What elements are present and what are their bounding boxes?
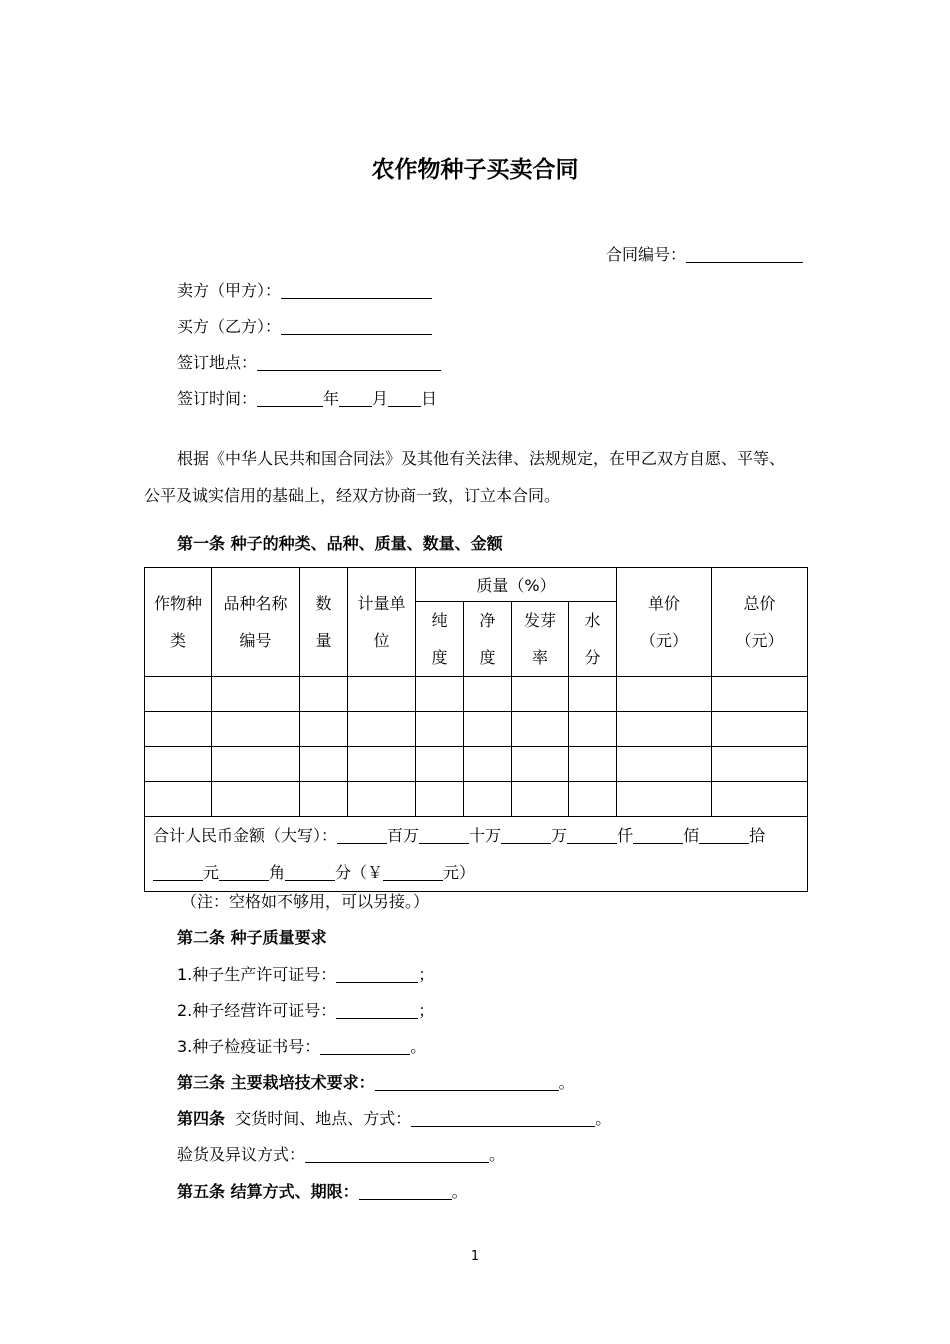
day-blank[interactable] [388, 390, 421, 407]
place-label: 签订地点： [177, 353, 258, 372]
table-row [145, 712, 808, 747]
article-4-line: 第四条 交货时间、地点、方式： 。 [177, 1109, 612, 1128]
quarantine-cert-blank[interactable] [320, 1038, 410, 1055]
cultivation-blank[interactable] [375, 1074, 559, 1091]
header-unit: 计量单 位 [348, 568, 416, 677]
seller-blank[interactable] [281, 282, 432, 299]
production-license-blank[interactable] [336, 966, 418, 983]
delivery-blank[interactable] [411, 1110, 595, 1127]
article-3-heading: 第三条 主要栽培技术要求： [177, 1073, 375, 1092]
article-1-heading: 第一条 种子的种类、品种、质量、数量、金额 [177, 534, 503, 553]
header-moisture: 水 分 [569, 602, 617, 677]
page-number: 1 [470, 1249, 480, 1264]
header-crop: 作物种 类 [145, 568, 212, 677]
table-row [145, 782, 808, 817]
inspection-line: 验货及异议方式： 。 [177, 1145, 506, 1164]
header-unit-price: 单价 （元） [617, 568, 712, 677]
article-3-line: 第三条 主要栽培技术要求： 。 [177, 1073, 575, 1092]
buyer-label: 买方（乙方）： [177, 317, 282, 336]
contract-number-blank[interactable] [686, 246, 803, 263]
table-row [145, 747, 808, 782]
settlement-blank[interactable] [359, 1183, 452, 1200]
header-total-price: 总价 （元） [712, 568, 808, 677]
date-label: 签订时间： [177, 389, 258, 408]
header-variety: 品种名称 编号 [212, 568, 300, 677]
table-note: （注：空格如不够用，可以另接。） [181, 892, 430, 911]
business-license-blank[interactable] [336, 1002, 418, 1019]
article-5-heading: 第五条 结算方式、期限： [177, 1182, 359, 1201]
total-amount-row: 合计人民币金额（大写）： 百万 十万 万 仟 佰 拾 元 角 分（￥ 元） [145, 817, 808, 892]
intro-line-2: 公平及诚实信用的基础上，经双方协商一致，订立本合同。 [144, 486, 561, 505]
date-line [177, 390, 437, 407]
intro-line-1: 根据《中华人民共和国合同法》及其他有关法律、法规规定，在甲乙双方自愿、平等、 [177, 449, 786, 468]
header-quantity: 数 量 [300, 568, 348, 677]
article-4-heading: 第四条 [177, 1109, 226, 1128]
seed-table [144, 567, 808, 892]
page-title: 农作物种子买卖合同 [371, 157, 579, 183]
seller-line [177, 282, 432, 299]
year-label: 年 [323, 389, 340, 408]
buyer-blank[interactable] [281, 318, 432, 335]
place-blank[interactable] [257, 354, 441, 371]
header-germination: 发芽 率 [512, 602, 569, 677]
place-line [177, 354, 441, 371]
buyer-line [177, 318, 432, 335]
article-2-item-3: 3.种子检疫证书号： 。 [177, 1037, 427, 1056]
article-2-item-2: 2.种子经营许可证号： ； [177, 1001, 435, 1020]
seller-label: 卖方（甲方）： [177, 281, 282, 300]
table-row [145, 677, 808, 712]
contract-number-line [606, 246, 803, 263]
article-2-heading: 第二条 种子质量要求 [177, 928, 327, 947]
header-quality: 质量（%） [416, 568, 617, 602]
article-2-item-1: 1.种子生产许可证号： ； [177, 965, 435, 984]
day-label: 日 [421, 389, 438, 408]
month-label: 月 [372, 389, 389, 408]
article-5-line: 第五条 结算方式、期限： 。 [177, 1182, 468, 1201]
total-amount-label: 合计人民币金额（大写）： [153, 826, 338, 845]
contract-number-label: 合同编号： [606, 245, 687, 264]
inspection-blank[interactable] [305, 1146, 489, 1163]
month-blank[interactable] [339, 390, 372, 407]
header-purity: 纯 度 [416, 602, 464, 677]
header-cleanliness: 净 度 [464, 602, 512, 677]
year-blank[interactable] [257, 390, 323, 407]
